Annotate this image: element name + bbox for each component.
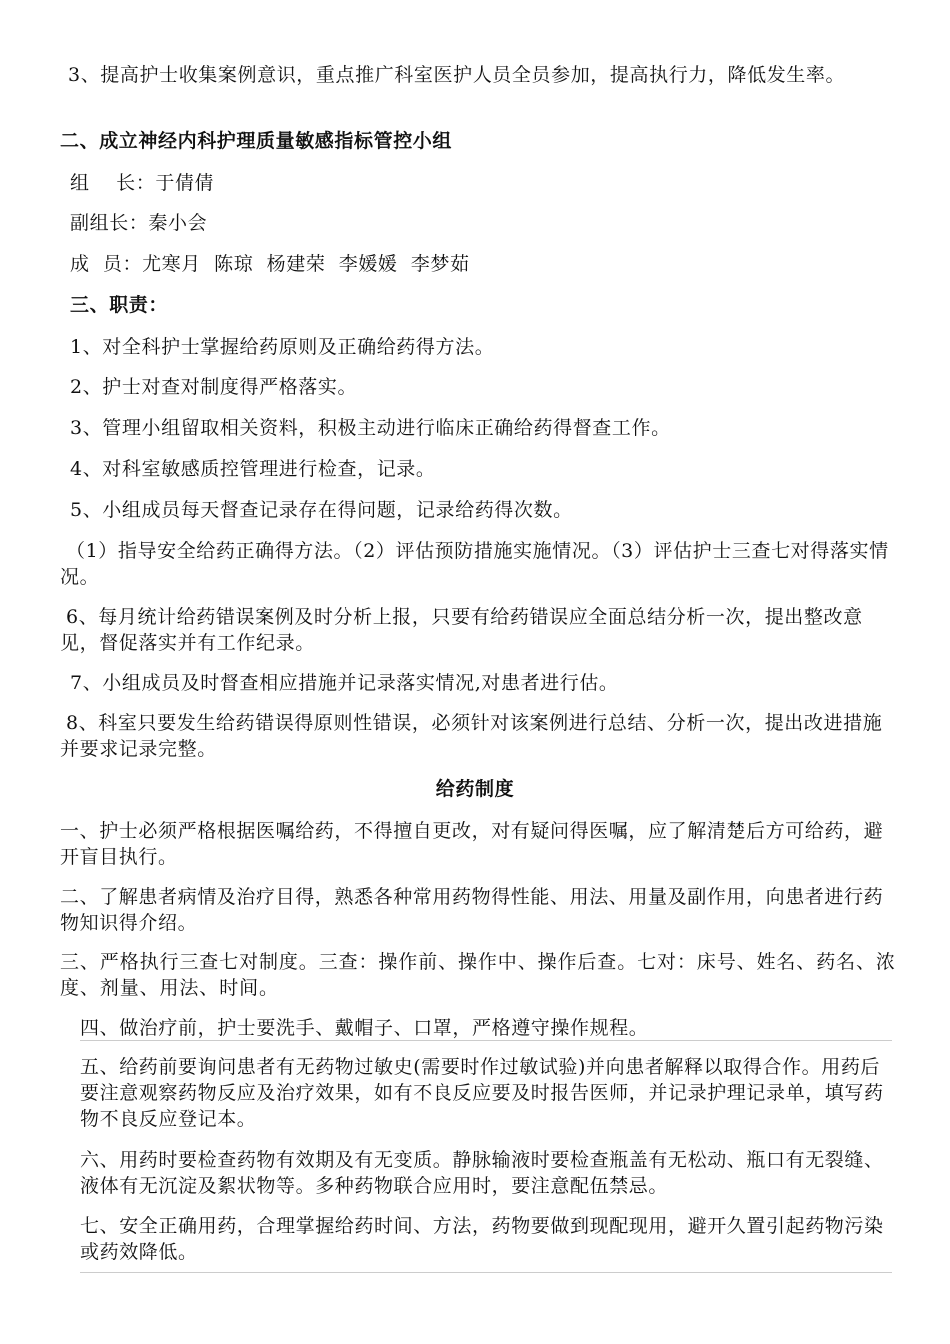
policy-item-2: 二、了解患者病情及治疗目得，熟悉各种常用药物得性能、用法、用量及副作用，向患者进行药物知识得介绍。 <box>60 886 884 934</box>
duty-item-7: 7、小组成员及时督查相应措施并记录落实情况,对患者进行估。 <box>70 672 619 694</box>
duty-item-8: 8、科室只要发生给药错误得原则性错误，必须针对该案例进行总结、分析一次，提出改进措施并要求记录完整。 <box>60 712 883 760</box>
policy-title: 给药制度 <box>435 778 515 800</box>
section-3-heading: 三、职责： <box>70 294 169 316</box>
policy-item-5: 五、给药前要询问患者有无药物过敏史(需要时作过敏试验)并向患者解释以取得合作。用药后要注意观察药物反应及治疗效果，如有不良反应要及时报告医师，并记录护理记录单，填写药物不良反应登记本。 <box>80 1056 884 1130</box>
duty-item-3: 3、管理小组留取相关资料，积极主动进行临床正确给药得督查工作。 <box>70 417 671 439</box>
policy-item-7: 七、安全正确用药，合理掌握给药时间、方法，药物要做到现配现用，避开久置引起药物污染或药效降低。 <box>80 1215 884 1263</box>
group-leader: 组 长：于倩倩 <box>70 172 215 194</box>
policy-item-6: 六、用药时要检查药物有效期及有无变质。静脉输液时要检查瓶盖有无松动、瓶口有无裂缝、液体有无沉淀及絮状物等。多种药物联合应用时，要注意配伍禁忌。 <box>80 1149 884 1197</box>
duty-item-6: 6、每月统计给药错误案例及时分析上报，只要有给药错误应全面总结分析一次，提出整改意见，督促落实并有工作纪录。 <box>60 606 863 654</box>
group-members: 成 员：尤寒月 陈琼 杨建荣 李媛媛 李梦茹 <box>70 253 470 275</box>
duty-item-5: 5、小组成员每天督查记录存在得问题，记录给药得次数。 <box>70 499 573 521</box>
policy-item-4: 四、做治疗前，护士要洗手、戴帽子、口罩，严格遵守操作规程。 <box>80 1017 649 1039</box>
section-2-heading: 二、成立神经内科护理质量敏感指标管控小组 <box>60 130 453 152</box>
divider <box>80 1272 892 1273</box>
policy-item-1: 一、护士必须严格根据医嘱给药，不得擅自更改，对有疑问得医嘱，应了解清楚后方可给药，避开盲目执行。 <box>60 820 884 868</box>
intro-item-3: 3、提高护士收集案例意识，重点推广科室医护人员全员参加，提高执行力，降低发生率。 <box>68 64 846 86</box>
divider <box>80 1040 892 1041</box>
group-deputy-leader: 副组长：秦小会 <box>70 212 208 234</box>
policy-item-3: 三、严格执行三查七对制度。三查：操作前、操作中、操作后查。七对：床号、姓名、药名、浓度、剂量、用法、时间。 <box>60 951 896 999</box>
duty-item-1: 1、对全科护士掌握给药原则及正确给药得方法。 <box>70 336 495 358</box>
duty-item-5-subpoints: （1）指导安全给药正确得方法。（2）评估预防措施实施情况。（3）评估护士三查七对得落实情况。 <box>60 540 889 588</box>
duty-item-4: 4、对科室敏感质控管理进行检查，记录。 <box>70 458 436 480</box>
duty-item-2: 2、护士对查对制度得严格落实。 <box>70 376 358 398</box>
